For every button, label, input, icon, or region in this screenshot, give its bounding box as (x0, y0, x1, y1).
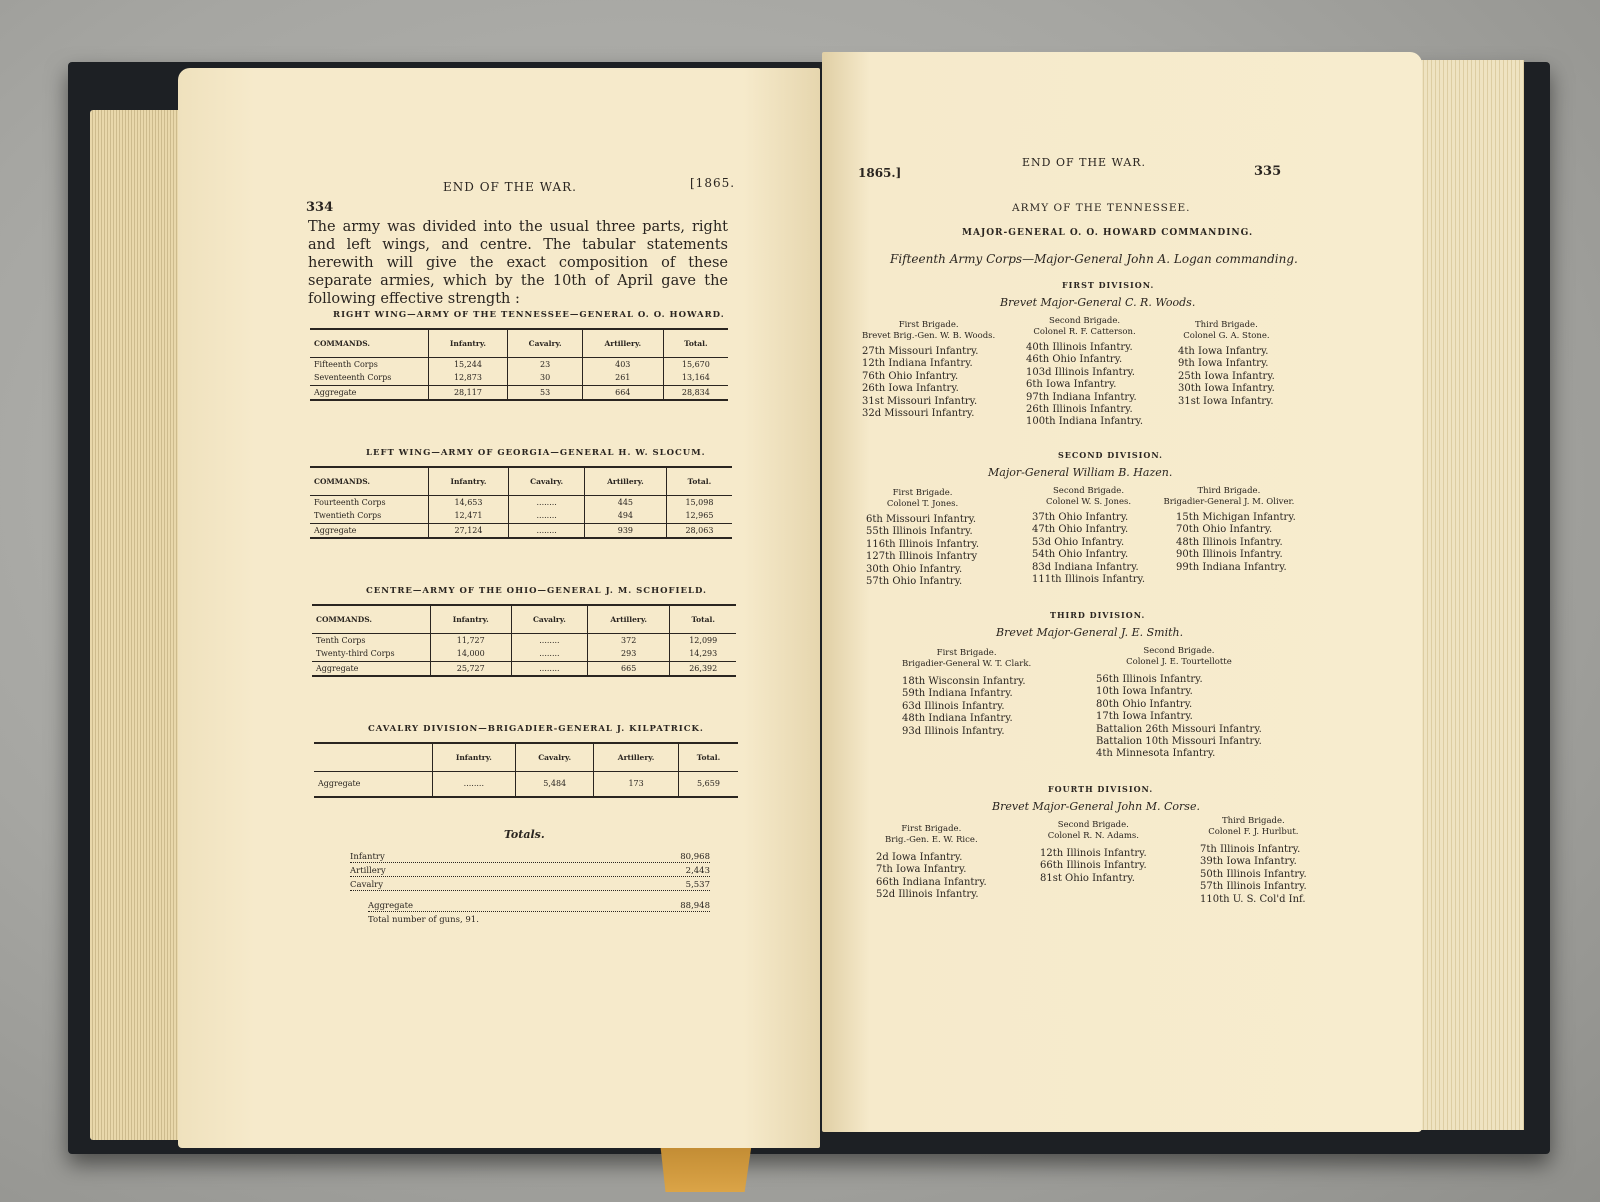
table-row: Twenty-third Corps 14,000 ........ 293 14,293 (312, 647, 736, 661)
totals-title: Totals. (504, 828, 545, 841)
brigade-units (1200, 844, 1307, 906)
unit-entry: 15th Michigan Infantry. (1176, 512, 1296, 523)
unit-entry: 2d Iowa Infantry. (876, 852, 963, 863)
col-cavalry: Cavalry. (508, 329, 582, 357)
unit-entry: 17th Iowa Infantry. (1096, 711, 1193, 723)
unit-entry: 6th Iowa Infantry. (1026, 379, 1117, 391)
division-commander: Brevet Major-General C. R. Woods. (1000, 296, 1196, 309)
brigade: Second Brigade. Colonel R. F. Catterson. 40th Illinois Infantry. 46th Ohio Infantry. 103d Illinois Infantry. 6th Iowa Infantry. 97th Indiana Infantry. 26th Illinois Infantry. 100th Indiana Infantry. (1026, 316, 1144, 428)
aggregate-row: Aggregate 27,124 ........ 939 28,063 (310, 523, 732, 538)
brigade-units (1040, 848, 1147, 885)
division-title: THIRD DIVISION. (1050, 610, 1146, 620)
table-row: Fifteenth Corps 15,244 23 403 15,670 (310, 357, 728, 371)
guns-note: Total number of guns, 91. (368, 915, 479, 925)
cavalry-division-title: CAVALRY DIVISION—BRIGADIER-GENERAL J. KILPATRICK. (368, 724, 704, 734)
unit-entry: 59th Indiana Infantry. (902, 688, 1013, 700)
unit-entry: 6th Missouri Infantry. (866, 514, 977, 525)
division-commander: Brevet Major-General John M. Corse. (992, 800, 1200, 813)
unit-entry: 37th Ohio Infantry. (1032, 512, 1129, 523)
brigade: First Brigade. Brevet Brig.-Gen. W. B. Woods. 27th Missouri Infantry. 12th Indiana Infantry. 76th Ohio Infantry. 26th Iowa Infantry. 31st Missouri Infantry. 32d Missouri Infantry. (862, 320, 996, 420)
unit-entry: 52d Illinois Infantry. (876, 889, 979, 901)
table-row: Seventeenth Corps 12,873 30 261 13,164 (310, 371, 728, 385)
table-row: Twentieth Corps 12,471 ........ 494 12,965 (310, 509, 732, 523)
brigade-units (1176, 512, 1296, 574)
unit-entry: 9th Iowa Infantry. (1178, 358, 1269, 370)
unit-entry: 90th Illinois Infantry. (1176, 549, 1283, 561)
unit-entry: 25th Iowa Infantry. (1178, 370, 1275, 382)
unit-entry: 26th Illinois Infantry. (1026, 404, 1133, 416)
unit-entry: 63d Illinois Infantry. (902, 700, 1005, 712)
unit-entry: Battalion 10th Missouri Infantry. (1096, 736, 1262, 748)
totals-row: Cavalry 5,537 (350, 880, 710, 890)
brigade-units (862, 346, 995, 420)
unit-entry: 80th Ohio Infantry. (1096, 698, 1193, 710)
col-commands: COMMANDS. (314, 338, 371, 348)
brigade: First Brigade. Colonel T. Jones. 6th Missouri Infantry. 55th Illinois Infantry. 116th Illinois Infantry. 127th Illinois Infantry 30th Ohio Infantry. 57th Ohio Infantry. (866, 488, 980, 588)
unit-entry: 110th U. S. Col'd Inf. (1200, 893, 1306, 905)
bookmark-ribbon (660, 1142, 752, 1192)
unit-entry: 54th Ohio Infantry. (1032, 549, 1129, 561)
brigade-units (902, 676, 1031, 738)
right-wing-table (310, 328, 728, 401)
unit-entry: 48th Illinois Infantry. (1176, 536, 1283, 548)
unit-entry: 55th Illinois Infantry. (866, 526, 973, 538)
running-head: END OF THE WAR. (1022, 156, 1147, 169)
totals-block (350, 852, 710, 925)
unit-entry: 57th Illinois Infantry. (1200, 881, 1307, 893)
unit-entry: 10th Iowa Infantry. (1096, 686, 1193, 698)
page-edges-left (90, 110, 186, 1140)
unit-entry: Battalion 26th Missouri Infantry. (1096, 723, 1262, 735)
brigade-units (1096, 674, 1262, 761)
unit-entry: 12th Illinois Infantry. (1040, 848, 1147, 859)
centre-title: CENTRE—ARMY OF THE OHIO—GENERAL J. M. SCHOFIELD. (366, 586, 708, 596)
unit-entry: 31st Missouri Infantry. (862, 395, 978, 407)
unit-entry: 103d Illinois Infantry. (1026, 366, 1135, 378)
brigade-units (1178, 346, 1275, 408)
division-commander: Major-General William B. Hazen. (988, 466, 1173, 479)
army-title: ARMY OF THE TENNESSEE. (1012, 202, 1191, 214)
page-edges-right (1420, 60, 1524, 1130)
division-commander: Brevet Major-General J. E. Smith. (996, 626, 1184, 639)
unit-entry: 111th Illinois Infantry. (1032, 574, 1146, 586)
unit-entry: 127th Illinois Infantry (866, 551, 978, 563)
left-wing-table: COMMANDS. Infantry. Cavalry. Artillery. Total. Fourteenth Corps 14,653 ........ 445 15,098 Twentieth Corps 12,471 ........ 494 12,965 Aggregate 27,124 ........ 939 28,063 (310, 466, 732, 539)
unit-entry: 39th Iowa Infantry. (1200, 856, 1297, 868)
unit-entry: 66th Illinois Infantry. (1040, 860, 1147, 872)
cavalry-division-table: Infantry. Cavalry. Artillery. Total. Aggregate ........ 5,484 173 5,659 (314, 742, 738, 798)
col-total: Total. (663, 329, 728, 357)
brigade-units (1026, 342, 1143, 429)
totals-aggregate-row: Aggregate 88,948 (368, 901, 710, 911)
unit-entry: 50th Illinois Infantry. (1200, 868, 1307, 880)
unit-entry: 83d Indiana Infantry. (1032, 561, 1139, 573)
unit-entry: 30th Ohio Infantry. (866, 563, 963, 575)
unit-entry: 76th Ohio Infantry. (862, 370, 959, 382)
unit-entry: 7th Illinois Infantry. (1200, 844, 1301, 855)
unit-entry: 56th Illinois Infantry. (1096, 674, 1203, 685)
aggregate-row: Aggregate 28,117 53 664 28,834 (310, 385, 728, 400)
left-wing-title: LEFT WING—ARMY OF GEORGIA—GENERAL H. W. SLOCUM. (366, 448, 706, 458)
intro-paragraph: The army was divided into the usual three parts, right and left wings, and centre. The tabular statements herewith will give the exact composition of these separate armies, which by the 10th of April gave the following effective strength : (308, 219, 728, 307)
army-commander: MAJOR-GENERAL O. O. HOWARD COMMANDING. (962, 228, 1254, 238)
brigade: First Brigade. Brig.-Gen. E. W. Rice. 2d Iowa Infantry. 7th Iowa Infantry. 66th Indiana Infantry. 52d Illinois Infantry. (876, 824, 987, 901)
year-marker: 1865.] (858, 166, 902, 180)
unit-entry: 12th Indiana Infantry. (862, 358, 973, 370)
division-title: FOURTH DIVISION. (1048, 784, 1154, 794)
brigade: First Brigade. Brigadier-General W. T. Clark. 18th Wisconsin Infantry. 59th Indiana Infantry. 63d Illinois Infantry. 48th Indiana Infantry. 93d Illinois Infantry. (902, 648, 1032, 737)
col-infantry: Infantry. (428, 329, 508, 357)
totals-row: Artillery 2,443 (350, 866, 710, 876)
table-row: Fourteenth Corps 14,653 ........ 445 15,098 (310, 495, 732, 509)
unit-entry: 99th Indiana Infantry. (1176, 561, 1287, 573)
unit-entry: 48th Indiana Infantry. (902, 713, 1013, 725)
page-number: 334 (306, 200, 334, 215)
right-wing-title: RIGHT WING—ARMY OF THE TENNESSEE—GENERAL O. O. HOWARD. (333, 310, 725, 320)
unit-entry: 70th Ohio Infantry. (1176, 524, 1273, 536)
unit-entry: 27th Missouri Infantry. (862, 346, 979, 357)
unit-entry: 53d Ohio Infantry. (1032, 536, 1125, 548)
unit-entry: 100th Indiana Infantry. (1026, 416, 1144, 428)
division-title: FIRST DIVISION. (1062, 280, 1155, 290)
brigade: Third Brigade. Colonel F. J. Hurlbut. 7th Illinois Infantry. 39th Iowa Infantry. 50th Illinois Infantry. 57th Illinois Infantry. 110th U. S. Col'd Inf. (1200, 816, 1307, 905)
aggregate-row: Aggregate 25,727 ........ 665 26,392 (312, 661, 736, 676)
unit-entry: 93d Illinois Infantry. (902, 725, 1005, 737)
unit-entry: 4th Minnesota Infantry. (1096, 748, 1216, 760)
unit-entry: 81st Ohio Infantry. (1040, 872, 1135, 884)
unit-entry: 18th Wisconsin Infantry. (902, 676, 1026, 687)
brigade-units (866, 514, 979, 588)
division-title: SECOND DIVISION. (1058, 450, 1163, 460)
corps-line: Fifteenth Army Corps—Major-General John A. Logan commanding. (890, 252, 1298, 266)
totals-row: Infantry 80,968 (350, 852, 710, 862)
unit-entry: 97th Indiana Infantry. (1026, 391, 1137, 403)
left-page (178, 68, 820, 1148)
brigade: Third Brigade. Colonel G. A. Stone. 4th Iowa Infantry. 9th Iowa Infantry. 25th Iowa Infantry. 30th Iowa Infantry. 31st Iowa Infantry. (1178, 320, 1275, 407)
unit-entry: 26th Iowa Infantry. (862, 383, 959, 395)
brigade: Third Brigade. Brigadier-General J. M. Oliver. 15th Michigan Infantry. 70th Ohio Infantry. 48th Illinois Infantry. 90th Illinois Infantry. 99th Indiana Infantry. (1163, 486, 1296, 573)
page-number: 335 (1254, 164, 1282, 179)
running-head: END OF THE WAR. (443, 180, 577, 194)
unit-entry: 32d Missouri Infantry. (862, 408, 975, 420)
unit-entry: 40th Illinois Infantry. (1026, 342, 1133, 353)
centre-table: COMMANDS. Infantry. Cavalry. Artillery. Total. Tenth Corps 11,727 ........ 372 12,099 Twenty-third Corps 14,000 ........ 293 14,293 Aggregate 25,727 ........ 665 26,392 (312, 604, 736, 677)
unit-entry: 116th Illinois Infantry. (866, 538, 980, 550)
unit-entry: 57th Ohio Infantry. (866, 576, 963, 588)
right-page (822, 52, 1422, 1132)
unit-entry: 4th Iowa Infantry. (1178, 346, 1269, 357)
unit-entry: 47th Ohio Infantry. (1032, 524, 1129, 536)
unit-entry: 7th Iowa Infantry. (876, 864, 967, 876)
unit-entry: 46th Ohio Infantry. (1026, 354, 1123, 366)
unit-entry: 30th Iowa Infantry. (1178, 383, 1275, 395)
brigade: Second Brigade. Colonel J. E. Tourtellotte 56th Illinois Infantry. 10th Iowa Infantry. 80th Ohio Infantry. 17th Iowa Infantry. Battalion 26th Missouri Infantry. Battalion 10th Missouri Infantry. 4th Minnesota Infantry. (1096, 646, 1262, 760)
unit-entry: 31st Iowa Infantry. (1178, 395, 1274, 407)
aggregate-row: Aggregate ........ 5,484 173 5,659 (314, 771, 738, 797)
table-row: Tenth Corps 11,727 ........ 372 12,099 (312, 633, 736, 647)
unit-entry: 66th Indiana Infantry. (876, 876, 987, 888)
brigade-units (1032, 512, 1145, 586)
col-artillery: Artillery. (582, 329, 663, 357)
year-marker: [1865. (690, 176, 736, 190)
brigade: Second Brigade. Colonel W. S. Jones. 37th Ohio Infantry. 47th Ohio Infantry. 53d Ohio Infantry. 54th Ohio Infantry. 83d Indiana Infantry. 111th Illinois Infantry. (1032, 486, 1146, 586)
brigade-units (876, 852, 987, 902)
brigade: Second Brigade. Colonel R. N. Adams. 12th Illinois Infantry. 66th Illinois Infantry. 81st Ohio Infantry. (1040, 820, 1147, 884)
